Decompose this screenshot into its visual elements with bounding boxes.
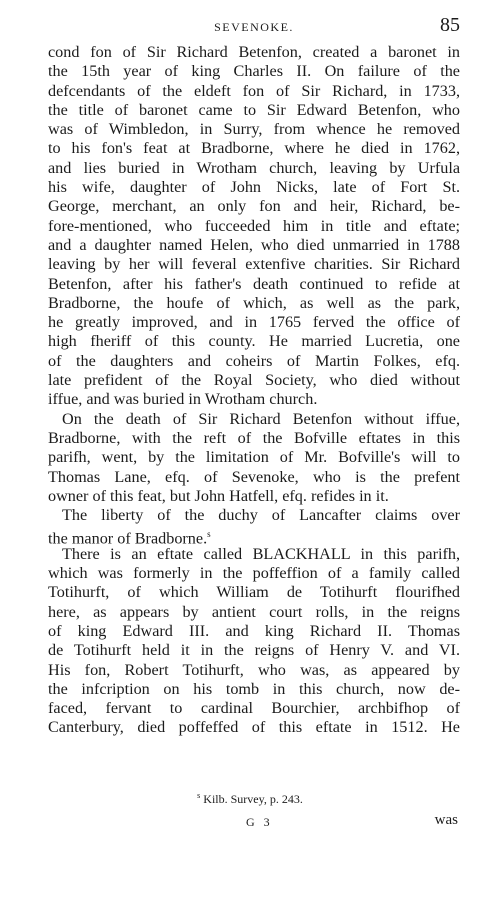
text-line: de Totihurft held it in the reigns of Henry V. and VI. bbox=[48, 641, 460, 660]
text-line: he greatly improved, and in 1765 ferved the office of bbox=[48, 313, 460, 332]
text-line: There is an eftate called BLACKHALL in this parifh, bbox=[62, 544, 460, 563]
text-line: The liberty of the duchy of Lancafter claims over bbox=[62, 506, 460, 525]
text-line: to his fon's feat at Bradborne, where he died in 1762, bbox=[48, 139, 460, 158]
text-line: the infcription on his tomb in this church, now de- bbox=[48, 679, 460, 698]
running-title: SEVENOKE. bbox=[214, 20, 294, 34]
text-line: Totihurft, of which William de Totihurft flourifhed bbox=[48, 583, 460, 602]
text-line: the title of baronet came to Sir Edward Betenfon, who bbox=[48, 100, 460, 119]
text-line: leaving by her will feveral extenfive charities. Sir Richard bbox=[48, 255, 460, 274]
signature-mark: G 3 bbox=[246, 815, 273, 829]
text-line: Bradborne, with the reft of the Bofville eftates in this bbox=[48, 428, 460, 447]
text-line: parifh, went, by the limitation of Mr. Bofville's will to bbox=[48, 448, 460, 467]
text-line: here, as appears by antient court rolls, in the reigns bbox=[48, 602, 460, 621]
text-line: defcendants of the eldeft fon of Sir Richard, in 1733, bbox=[48, 81, 460, 100]
text-line bbox=[48, 525, 460, 548]
text-line: fore-mentioned, who fucceeded him in title and eftate; bbox=[48, 216, 460, 235]
text-line: late prefident of the Royal Society, who died without bbox=[48, 371, 460, 390]
text-line: faced, fervant to cardinal Bourchier, archbifhop of bbox=[48, 699, 460, 718]
text-line: of the daughters and coheirs of Martin Folkes, efq. bbox=[48, 351, 460, 370]
page-number: 85 bbox=[440, 14, 460, 36]
footnote-reference: s bbox=[207, 529, 211, 540]
text-line: Bradborne, the houfe of which, as well as the park, bbox=[48, 293, 460, 312]
body-text bbox=[48, 43, 460, 738]
text-line: Betenfon, after his father's death continued to refide at bbox=[48, 274, 460, 293]
text-line: and a daughter named Helen, who died unmarried in 1788 bbox=[48, 235, 460, 254]
running-head bbox=[48, 14, 460, 40]
text-line: was of Wimbledon, in Surry, from whence he removed bbox=[48, 120, 460, 139]
footnote-text: Kilb. Survey, p. 243. bbox=[203, 792, 303, 806]
footnote bbox=[0, 791, 500, 807]
text-line: On the death of Sir Richard Betenfon without iffue, bbox=[62, 409, 460, 428]
text-line: and lies buried in Wrotham church, leaving by Urfula bbox=[48, 158, 460, 177]
text-line: Thomas Lane, efq. of Sevenoke, who is the prefent bbox=[48, 467, 460, 486]
text-line-content: the manor of Bradborne. bbox=[48, 529, 208, 548]
text-line: his wife, daughter of John Nicks, late of Fort St. bbox=[48, 178, 460, 197]
text-line: George, merchant, an only fon and heir, Richard, be- bbox=[48, 197, 460, 216]
footnote-mark: s bbox=[197, 791, 201, 800]
text-line: Canterbury, died poffeffed of this eftate in 1512. He bbox=[48, 718, 460, 737]
text-line: His fon, Robert Totihurft, who was, as appeared by bbox=[48, 660, 460, 679]
text-line: iffue, and was buried in Wrotham church. bbox=[48, 390, 318, 409]
catchword: was bbox=[434, 812, 458, 828]
text-line: of king Edward III. and king Richard II. Thomas bbox=[48, 621, 460, 640]
text-line: owner of this feat, but John Hatfell, efq. refides in it. bbox=[48, 486, 389, 505]
text-line: which was formerly in the poffeffion of a family called bbox=[48, 564, 460, 583]
text-line: high fheriff of this county. He married Lucretia, one bbox=[48, 332, 460, 351]
text-line: cond fon of Sir Richard Betenfon, created a baronet in bbox=[48, 43, 460, 61]
text-line: the 15th year of king Charles II. On failure of the bbox=[48, 62, 460, 81]
